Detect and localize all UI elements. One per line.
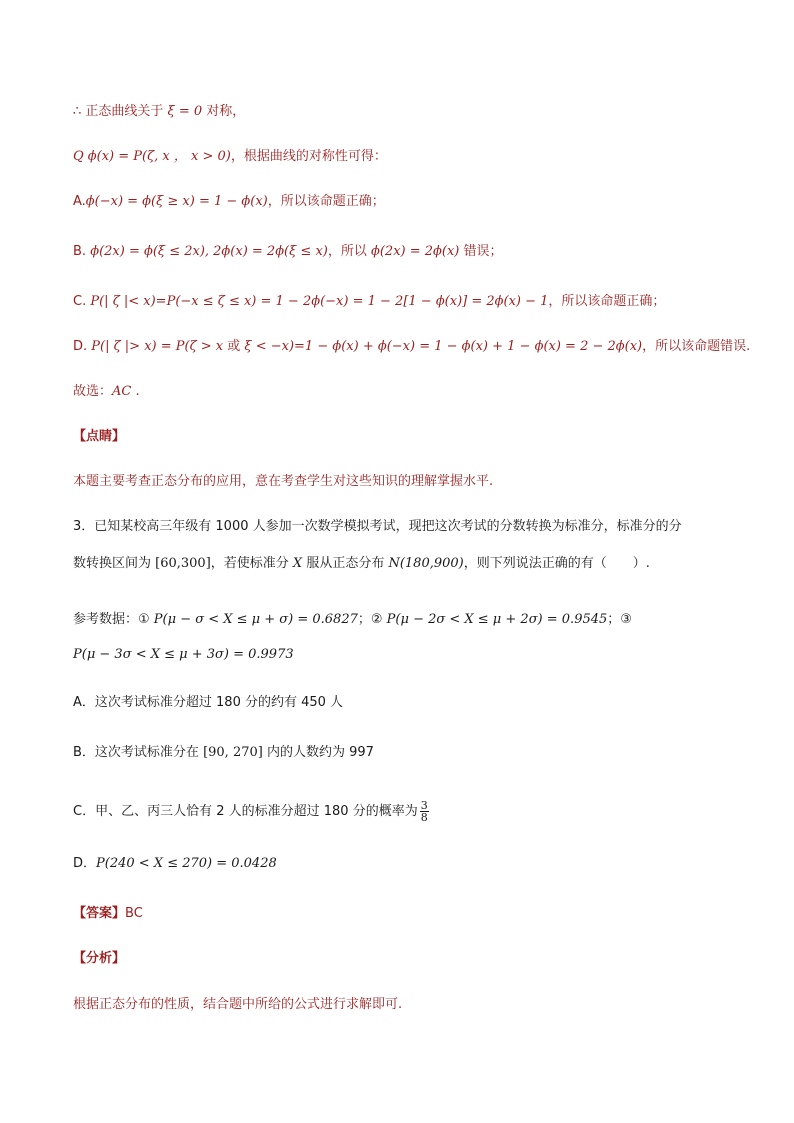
fraction-denominator: 8 bbox=[420, 811, 428, 824]
text: 数转换区间为 bbox=[73, 556, 156, 571]
math: P(μ − 2σ < X ≤ μ + 2σ) = 0.9545 bbox=[386, 612, 608, 627]
text: 故选： bbox=[73, 384, 113, 399]
solution-option-d bbox=[73, 338, 750, 356]
math: P(| ζ |> x) = P(ζ > x bbox=[91, 339, 228, 354]
text: ，所以该命题正确； bbox=[267, 194, 385, 209]
text: 内的人数约为 997 bbox=[262, 745, 374, 760]
reference-data-line-1 bbox=[73, 611, 632, 629]
math: P(μ − 3σ < X ≤ μ + 3σ) = 0.9973 bbox=[73, 647, 294, 662]
text: ，若使标准分 bbox=[210, 556, 293, 571]
math: P(| ζ |< x)=P(−x ≤ ζ ≤ x) = 1 − 2ϕ(−x) = 1 − 2[1 − ϕ(x)] = 2ϕ(x) − 1 bbox=[90, 294, 549, 309]
math: X bbox=[292, 556, 303, 571]
text: ，根据曲线的对称性可得： bbox=[230, 149, 387, 164]
text: B．这次考试标准分在 bbox=[73, 745, 204, 760]
solution-option-b bbox=[73, 243, 503, 261]
question-3-line-1: 3．已知某校高三年级有 1000 人参加一次数学模拟考试，现把这次考试的分数转换为标准分，标准分的分 bbox=[73, 519, 682, 534]
text: 参考数据：① bbox=[73, 612, 154, 627]
math: P(μ − σ < X ≤ μ + σ) = 0.6827 bbox=[153, 612, 358, 627]
solution-option-c bbox=[73, 293, 665, 311]
text: 服从正态分布 bbox=[302, 556, 389, 571]
option-label: C. bbox=[73, 294, 87, 309]
answer-heading: 【答案】 bbox=[73, 906, 126, 921]
question-3-option-d bbox=[73, 855, 277, 873]
math: ϕ(2x) = ϕ(ξ ≤ 2x), 2ϕ(x) = 2ϕ(ξ ≤ x) bbox=[90, 244, 328, 259]
text: ；② bbox=[357, 612, 387, 627]
math: [60,300] bbox=[155, 556, 211, 571]
question-3-option-a: A．这次考试标准分超过 180 分的约有 450 人 bbox=[73, 695, 344, 710]
solution-answer bbox=[73, 383, 140, 401]
math: ϕ(2x) = 2ϕ(x) bbox=[371, 244, 460, 259]
math: AC bbox=[112, 384, 132, 399]
text: D． bbox=[73, 856, 97, 871]
question-3-option-b bbox=[73, 744, 374, 762]
math: ϕ(−x) = ϕ(ξ ≥ x) = 1 − ϕ(x) bbox=[85, 194, 268, 209]
text: ；③ bbox=[607, 612, 632, 627]
solution-option-a bbox=[73, 193, 385, 211]
math: N(180,900) bbox=[388, 556, 464, 571]
text: ，所以 bbox=[327, 244, 371, 259]
math: [90, 270] bbox=[203, 745, 263, 760]
math: ξ = 0 bbox=[167, 104, 203, 119]
option-label: D. bbox=[73, 339, 88, 354]
text: ，所以该命题正确； bbox=[548, 294, 666, 309]
question-3-option-c bbox=[73, 800, 429, 823]
math: ξ < −x)=1 − ϕ(x) + ϕ(−x) = 1 − ϕ(x) + 1 − ϕ(x) = 2 − 2ϕ(x) bbox=[240, 339, 643, 354]
answer-line bbox=[73, 905, 143, 923]
text: ，所以该命题错误. bbox=[642, 339, 751, 354]
text: 错误； bbox=[459, 244, 503, 259]
dianjing-heading: 【点睛】 bbox=[73, 429, 126, 444]
option-label: B. bbox=[73, 244, 87, 259]
text: 对称， bbox=[202, 104, 246, 119]
fraction bbox=[420, 800, 429, 823]
text: . bbox=[131, 384, 140, 399]
solution-line-2 bbox=[73, 148, 387, 166]
fraction-numerator: 3 bbox=[420, 799, 428, 812]
text: C．甲、乙、丙三人恰有 2 人的标准分超过 180 分的概率为 bbox=[73, 804, 418, 819]
dianjing-text: 本题主要考查正态分布的应用，意在考查学生对这些知识的理解掌握水平. bbox=[73, 474, 494, 489]
answer-value: BC bbox=[125, 906, 143, 921]
math: P(240 < X ≤ 270) = 0.0428 bbox=[96, 856, 277, 871]
reference-data-line-2 bbox=[73, 646, 294, 664]
fenxi-heading: 【分析】 bbox=[73, 951, 126, 966]
text: 或 bbox=[227, 339, 241, 354]
solution-line-1 bbox=[73, 103, 245, 121]
math: Q ϕ(x) = P(ζ, x ， x > 0) bbox=[73, 149, 231, 164]
text: ∴ 正态曲线关于 bbox=[73, 104, 168, 119]
text: ，则下列说法正确的有（ ）. bbox=[463, 556, 650, 571]
question-3-line-2 bbox=[73, 555, 650, 573]
option-label: A. bbox=[73, 194, 86, 209]
fenxi-text: 根据正态分布的性质，结合题中所给的公式进行求解即可. bbox=[73, 997, 403, 1012]
